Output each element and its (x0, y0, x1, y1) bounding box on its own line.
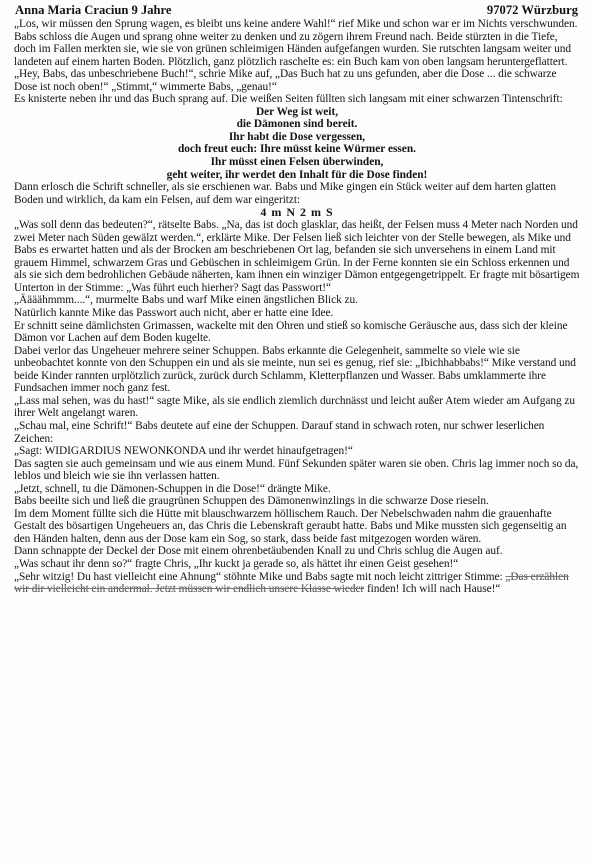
story-paragraph: Natürlich kannte Mike das Passwort auch nicht, aber er hatte eine Idee. (14, 307, 334, 320)
story-paragraph: „Hey, Babs, das unbeschriebene Buch!“, schrie Mike auf, „Das Buch hat zu uns gefunden, aber die Dose ... die schwarze Dose ist noch oben!“ „Stimmt,“ wimmerte Babs, „genau!“ (14, 68, 557, 93)
rock-inscription: 4 m N 2 m S (260, 205, 334, 220)
story-body (14, 18, 580, 596)
story-paragraph: Es knisterte neben ihr und das Buch sprang auf. Die weißen Seiten füllten sich langsam mit einer schwarzen Tintenschrift: (14, 93, 563, 106)
poem-line: Der Weg ist weit, (255, 105, 339, 118)
poem-line: die Dämonen sind bereit. (236, 118, 358, 131)
story-paragraph: „Sagt: WIDIGARDIUS NEWONKONDA und ihr werdet hinaufgetragen!“ (14, 445, 353, 458)
story-paragraph: „Lass mal sehen, was du hast!“ sagte Mike, als sie endlich ziemlich durchnässt und leicht außer Atem wieder am Aufgang zu ihrer Welt angelangt waren. (14, 394, 575, 420)
story-paragraph: Dann schnappte der Deckel der Dose mit einem ohrenbetäubenden Knall zu und Chris schlug die Augen auf. (14, 545, 503, 558)
poem-line: geht weiter, ihr werdet den Inhalt für die Dose finden! (166, 168, 428, 181)
story-paragraph: „Jetzt, schnell, tu die Dämonen-Schuppen in die Dose!“ drängte Mike. (14, 482, 331, 495)
poem-line: Ihr habt die Dose vergessen, (228, 130, 366, 143)
story-paragraph: „Was soll denn das bedeuten?“, rätselte Babs. „Na, das ist doch glasklar, das heißt, der Felsen muss 4 Meter nach Norden und zwei Meter nach Süden gewälzt werden.“, erklärte Mike. Der Felsen ließ sich leichter von der Stelle bewegen, als Mike und Babs es erwartet hatten und als der Brocken am beschriebenen Ort lag, befanden sie sich unversehens in einem Land mit grauem Himmel, schwarzem Gras und Gebüschen in schleimigem Grün. In der Ferne konnten sie ein Schloss erkennen und als sie sich dem bedrohlichen Gebäude näherten, kam ihnen ein winziger Dämon entgegengetrippelt. Er fragte mit bösartigem Unterton in der Stimme: „Was führt euch hierher? Sagt das Passwort!“ (14, 219, 580, 294)
story-paragraph: „Los, wir müssen den Sprung wagen, es bleibt uns keine andere Wahl!“ rief Mike und schon war er im Nichts verschwunden. Babs schloss die Augen und sprang ohne weiter zu denken und zu zögern ihrem Freund nach. Beide stürzten in die Tiefe, doch im Fallen merkten sie, wie sie von grünen schleimigen Händen aufgefangen wurden. Sie rutschten langsam weiter und landeten auf einem harten Boden. Plötzlich, ganz plötzlich raschelte es: ein Buch kam von oben langsam heruntergeflattert. (14, 18, 578, 68)
story-paragraph: Dabei verlor das Ungeheuer mehrere seiner Schuppen. Babs erkannte die Gelegenheit, sammelte so viele wie sie unbeobachtet konnte von den Schuppen ein und als sie meinte, nun sei es genug, rief sie: „Ibichhabbabs!“ Mike verstand und beide Kinder rannten urplötzlich zurück, zurück durch Schlamm, Kletterpflanzen und Wasser. Babs umklammerte ihre Fundsachen immer noch ganz fest. (14, 344, 576, 395)
story-paragraph: Im dem Moment füllte sich die Hütte mit blauschwarzem höllischem Rauch. Der Nebelschwaden nahm die grauenhafte Gestalt des bösartigen Ungeheuers an, das Chris die Lebenskraft geraubt hatte. Babs und Mike mussten sich gegenseitig an den Händen halten, denn aus der Dose kam ein Sog, so stark, dass beide fast mitgezogen worden wären. (14, 507, 567, 545)
story-paragraph: „Was schaut ihr denn so?“ fragte Chris, „Ihr kuckt ja gerade so, als hättet ihr einen Geist gesehen!“ (14, 557, 459, 570)
city-line: 97072 Würzburg (486, 3, 578, 17)
story-paragraph: „Schau mal, eine Schrift!“ Babs deutete auf eine der Schuppen. Darauf stand in schwach roten, nur schwer leserlichen Zeichen: (14, 419, 545, 445)
final-paragraph-end: finden! Ich will nach Hause!“ (364, 583, 501, 596)
smudged-text: „Das erzählen wir dir vielleicht ein andermal. Jetzt müssen wir endlich unsere Klasse wieder (14, 570, 569, 596)
author-line: Anna Maria Craciun 9 Jahre (15, 3, 172, 17)
poem-line: Ihr müsst einen Felsen überwinden, (210, 156, 384, 169)
story-paragraph: Er schnitt seine dämlichsten Grimassen, wackelte mit den Ohren und stieß so komische Geräusche aus, dass sich der kleine Dämon vor Lachen auf dem Boden kugelte. (14, 319, 568, 345)
final-paragraph (14, 571, 580, 596)
poem-line: doch freut euch: Ihre müsst keine Würmer essen. (177, 143, 416, 156)
book-poem (14, 106, 580, 181)
document-header (14, 3, 580, 18)
story-paragraph: „Äääähmmm....“, murmelte Babs und warf Mike einen ängstlichen Blick zu. (14, 294, 358, 307)
story-paragraph: Dann erlosch die Schrift schneller, als sie erschienen war. Babs und Mike gingen ein Stück weiter auf dem harten glatten Boden und wirklich, da kam ein Felsen, auf dem war eingeritzt: (14, 181, 556, 206)
final-paragraph-start: „Sehr witzig! Du hast vielleicht eine Ahnung“ stöhnte Mike und Babs sagte mit noch leicht zittriger Stimme: (14, 570, 506, 583)
story-paragraph: Das sagten sie auch gemeinsam und wie aus einem Mund. Fünf Sekunden später waren sie oben. Chris lag immer noch so da, leblos und bleich wie sie ihn verlassen hatten. (14, 457, 579, 483)
story-paragraph: Babs beeilte sich und ließ die graugrünen Schuppen des Dämonenwinzlings in die schwarze Dose rieseln. (14, 495, 489, 508)
